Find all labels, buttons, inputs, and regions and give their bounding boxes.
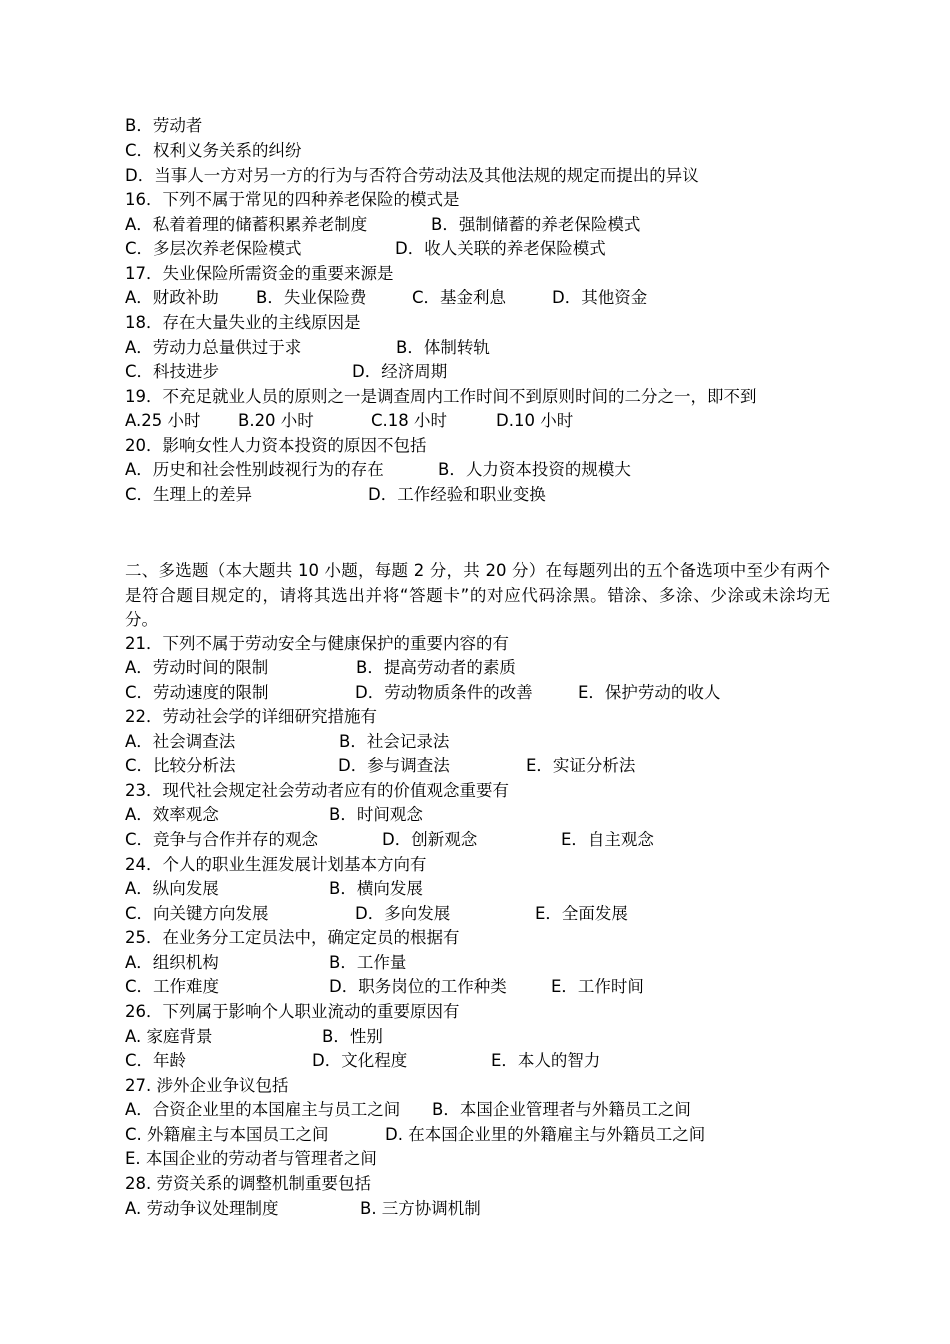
line-text: 17．失业保险所需资金的重要来源是 <box>125 264 394 283</box>
line-text: 18．存在大量失业的主线原因是 <box>125 313 361 332</box>
line-text: 26．下列属于影响个人职业流动的重要原因有 <box>125 1002 460 1021</box>
option-text: B．横向发展 <box>329 879 423 898</box>
option-text: D．其他资金 <box>552 288 648 307</box>
section-heading-multiple-choice: 二、多选题（本大题共 10 小题，每题 2 分，共 20 分）在每题列出的五个备选项中至少有两个是符合题目规定的，请将其选出并将“答题卡”的对应代码涂黑。错涂、多涂、少涂或未涂均无分。 <box>125 561 830 629</box>
option-text: B．性别 <box>322 1027 383 1046</box>
line-text: A．组织机构 <box>125 953 219 972</box>
line-text: A．私着着理的储蓄积累养老制度 <box>125 215 368 234</box>
line-text: A．纵向发展 <box>125 879 219 898</box>
line-text: C．向关键方向发展 <box>125 904 269 923</box>
line-text: A．劳动力总量供过于求 <box>125 338 302 357</box>
option-text: D．劳动物质条件的改善 <box>355 683 533 702</box>
option-text: D．工作经验和职业变换 <box>368 485 546 504</box>
line-text: C．权利义务关系的纠纷 <box>125 141 302 160</box>
option-text: B.20 小时 <box>238 411 314 430</box>
line-text: C．比较分析法 <box>125 756 236 775</box>
option-text: D．收人关联的养老保险模式 <box>395 239 606 258</box>
option-text: B．工作量 <box>329 953 407 972</box>
option-text: D．参与调查法 <box>338 756 450 775</box>
option-text: E．全面发展 <box>535 904 628 923</box>
option-text: E．实证分析法 <box>526 756 636 775</box>
option-text: E．自主观念 <box>561 830 654 849</box>
line-text: 21．下列不属于劳动安全与健康保护的重要内容的有 <box>125 634 509 653</box>
line-text: A．社会调查法 <box>125 732 236 751</box>
line-text: 20．影响女性人力资本投资的原因不包括 <box>125 436 427 455</box>
line-text: C．劳动速度的限制 <box>125 683 269 702</box>
option-text: D．创新观念 <box>382 830 478 849</box>
line-text: C．生理上的差异 <box>125 485 253 504</box>
line-text: C．多层次养老保险模式 <box>125 239 302 258</box>
line-text: A．财政补助 <box>125 288 219 307</box>
option-text: B．失业保险费 <box>256 288 367 307</box>
option-text: D．经济周期 <box>352 362 448 381</box>
line-text: 19．不充足就业人员的原则之一是调查周内工作时间不到原则时间的二分之一，即不到 <box>125 387 757 406</box>
option-text: D．文化程度 <box>312 1051 408 1070</box>
line-text: D．当事人一方对另一方的行为与否符合劳动法及其他法规的规定而提出的异议 <box>125 166 699 185</box>
option-text: B．本国企业管理者与外籍员工之间 <box>432 1100 691 1119</box>
line-text: A．历史和社会性别歧视行为的存在 <box>125 460 384 479</box>
line-text: 23．现代社会规定社会劳动者应有的价值观念重要有 <box>125 781 509 800</box>
line-text: 24．个人的职业生涯发展计划基本方向有 <box>125 855 427 874</box>
option-text: B. 三方协调机制 <box>360 1199 481 1218</box>
option-text: B．提高劳动者的素质 <box>356 658 516 677</box>
line-text: C．工作难度 <box>125 977 220 996</box>
line-text: C．年龄 <box>125 1051 187 1070</box>
option-text: D．职务岗位的工作种类 <box>329 977 507 996</box>
line-text: C．科技进步 <box>125 362 220 381</box>
option-text: B．人力资本投资的规模大 <box>438 460 631 479</box>
line-text: A.25 小时 <box>125 411 201 430</box>
option-text: B．体制转轨 <box>396 338 490 357</box>
option-text: C．基金利息 <box>412 288 507 307</box>
line-text: 16．下列不属于常见的四种养老保险的模式是 <box>125 190 460 209</box>
line-text: E. 本国企业的劳动者与管理者之间 <box>125 1149 377 1168</box>
line-text: A．合资企业里的本国雇主与员工之间 <box>125 1100 401 1119</box>
line-text: C．竞争与合作并存的观念 <box>125 830 319 849</box>
option-text: E．保护劳动的收人 <box>578 683 721 702</box>
line-text: A. 劳动争议处理制度 <box>125 1199 279 1218</box>
line-text: A．劳动时间的限制 <box>125 658 269 677</box>
line-text: A．效率观念 <box>125 805 219 824</box>
line-text: C. 外籍雇主与本国员工之间 <box>125 1125 329 1144</box>
option-text: B．强制储蓄的养老保险模式 <box>431 215 641 234</box>
line-text: 27. 涉外企业争议包括 <box>125 1076 289 1095</box>
line-text: 28. 劳资关系的调整机制重要包括 <box>125 1174 371 1193</box>
option-text: C.18 小时 <box>371 411 448 430</box>
option-text: B．时间观念 <box>329 805 423 824</box>
line-text: B．劳动者 <box>125 116 203 135</box>
option-text: D.10 小时 <box>496 411 574 430</box>
option-text: D. 在本国企业里的外籍雇主与外籍员工之间 <box>385 1125 706 1144</box>
line-text: 22．劳动社会学的详细研究措施有 <box>125 707 377 726</box>
option-text: B．社会记录法 <box>339 732 450 751</box>
line-text: 25．在业务分工定员法中，确定定员的根据有 <box>125 928 460 947</box>
option-text: E．工作时间 <box>551 977 644 996</box>
option-text: D．多向发展 <box>355 904 451 923</box>
option-text: E．本人的智力 <box>491 1051 601 1070</box>
line-text: A. 家庭背景 <box>125 1027 213 1046</box>
